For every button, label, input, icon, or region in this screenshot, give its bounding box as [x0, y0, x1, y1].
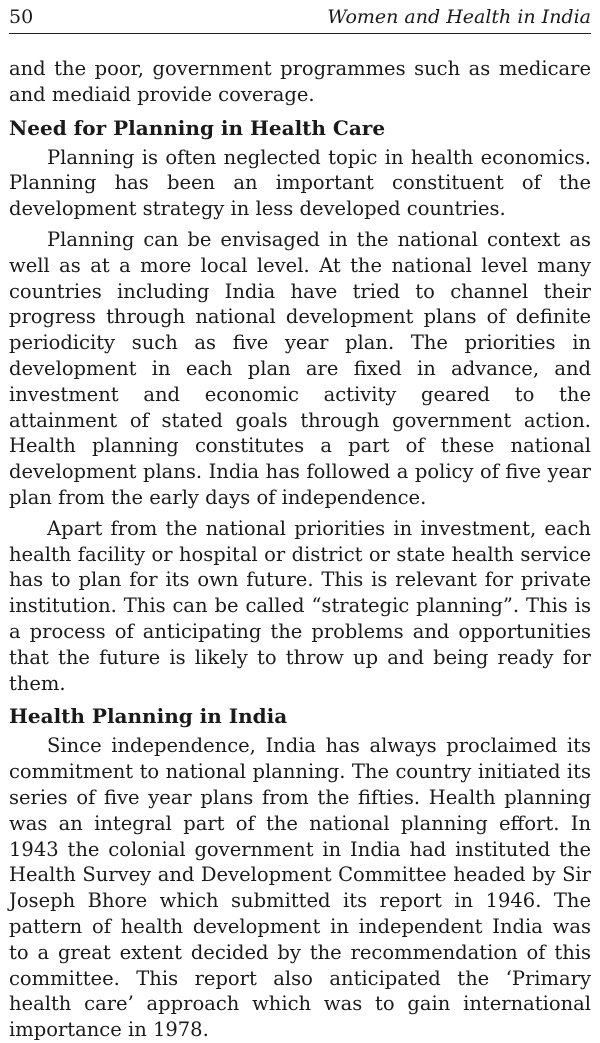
section-heading-health-planning-india: Health Planning in India [9, 704, 288, 729]
page-number: 50 [9, 6, 34, 28]
continued-paragraph: and the poor, government programmes such as medicare and mediaid provide coverage. [9, 57, 591, 106]
paragraph-strategic-planning: Apart from the national priorities in investment, each health facility or hospital or district or state health service has to plan for its own future. This is relevant for private institution. This can be called “strategic planning”. This is a process of anticipating the problems and opportunities that the future is likely to throw up and being ready for them. [9, 516, 591, 695]
running-header [9, 0, 591, 34]
book-page [9, 0, 591, 1043]
running-title: Women and Health in India [327, 6, 591, 28]
paragraph-national-context: Planning can be envisaged in the national context as well as at a more local level. At the national level many countries including India have tried to channel their progress through national development plans of definite periodicity such as five year plan. The priorities in development in each plan are fixed in advance, and investment and economic activity geared to the attainment of stated goals through government action. Health planning constitutes a part of these national development plans. India has followed a policy of five year plan from the early days of independence. [9, 227, 591, 509]
section-heading-need-for-planning: Need for Planning in Health Care [9, 115, 386, 140]
paragraph-planning-neglected: Planning is often neglected topic in health economics. Planning has been an important constituent of the development strategy in less developed countries. [9, 145, 591, 221]
paragraph-since-independence: Since independence, India has always proclaimed its commitment to national planning. The country initiated its series of five year plans from the fifties. Health planning was an integral part of the national planning effort. In 1943 the colonial government in India had instituted the Health Survey and Development Committee headed by Sir Joseph Bhore which submitted its report in 1946. The pattern of health development in independent India was to a great extent decided by the recommendation of this committee. This report also anticipated the ‘Primary health care’ approach which was to gain international importance in 1978. [9, 734, 591, 1042]
